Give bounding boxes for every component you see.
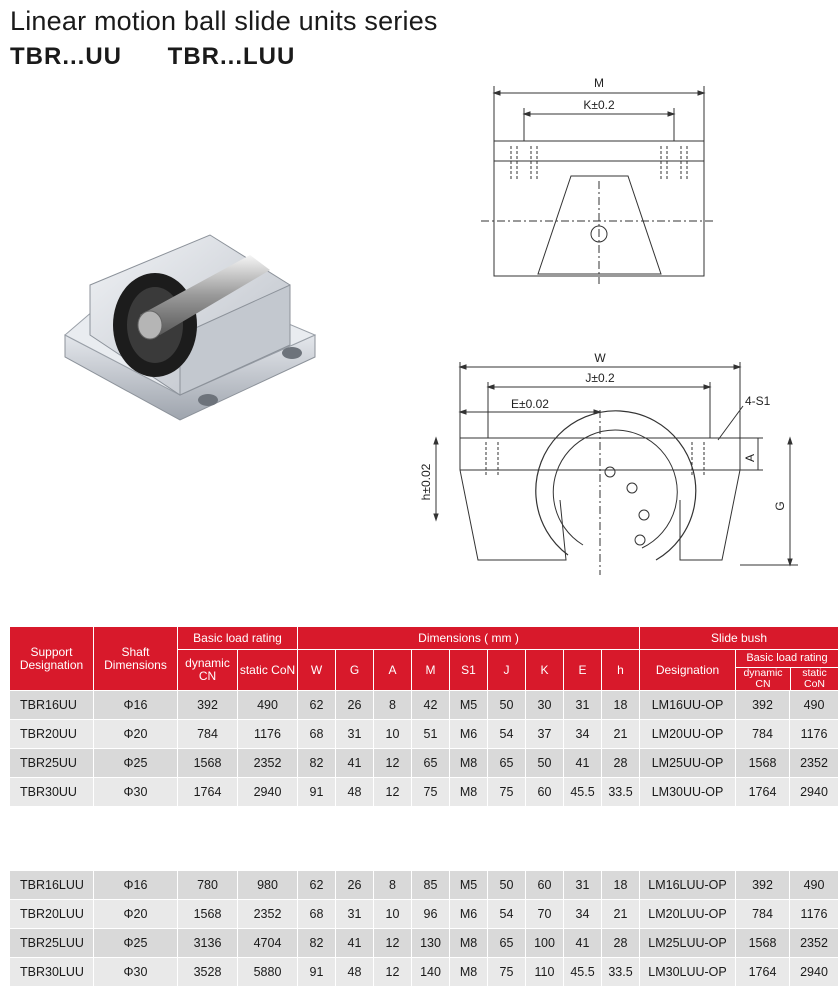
spec-table-uu — [9, 626, 839, 807]
table-cell: TBR16LUU — [10, 871, 94, 900]
table-cell: 70 — [526, 900, 564, 929]
label-j: J±0.2 — [585, 371, 615, 385]
table-cell: 34 — [564, 720, 602, 749]
table-cell: 1764 — [736, 958, 790, 987]
table-cell: Φ16 — [94, 871, 178, 900]
header-dim-s1: S1 — [450, 650, 488, 691]
model-uu: TBR...UU — [10, 43, 122, 70]
table-row — [10, 929, 839, 958]
table-cell: 8 — [374, 871, 412, 900]
table-cell: 65 — [412, 749, 450, 778]
table-cell: 1568 — [736, 929, 790, 958]
table-row — [10, 749, 839, 778]
table-cell: 10 — [374, 720, 412, 749]
table-cell: 784 — [178, 720, 238, 749]
table-cell: 50 — [526, 749, 564, 778]
table-cell: 100 — [526, 929, 564, 958]
table-cell: 48 — [336, 958, 374, 987]
table-cell: 60 — [526, 778, 564, 807]
table-cell: 1764 — [178, 778, 238, 807]
header-dim-g: G — [336, 650, 374, 691]
table-cell: 62 — [298, 691, 336, 720]
header-dim-w: W — [298, 650, 336, 691]
table-cell: Φ20 — [94, 720, 178, 749]
label-s1: 4-S1 — [745, 394, 771, 408]
table-cell: Φ16 — [94, 691, 178, 720]
table-cell: 85 — [412, 871, 450, 900]
table-cell: TBR30LUU — [10, 958, 94, 987]
table-cell: 65 — [488, 749, 526, 778]
header-dim-h: h — [602, 650, 640, 691]
table-cell: TBR16UU — [10, 691, 94, 720]
table-cell: 26 — [336, 691, 374, 720]
table-cell: 75 — [412, 778, 450, 807]
model-subtitle — [10, 43, 295, 71]
table-cell: 3528 — [178, 958, 238, 987]
table-cell: 33.5 — [602, 778, 640, 807]
table-cell: 41 — [564, 749, 602, 778]
table-cell: TBR20UU — [10, 720, 94, 749]
table-cell: 26 — [336, 871, 374, 900]
table-cell: 2940 — [238, 778, 298, 807]
header-slide-bush: Slide bush — [640, 627, 839, 650]
table-cell: LM20UU-OP — [640, 720, 736, 749]
header-dim-j: J — [488, 650, 526, 691]
header-bush-dynamic: dynamic CN — [736, 668, 791, 690]
table-row — [10, 900, 839, 929]
table-cell: 65 — [488, 929, 526, 958]
table-cell: 392 — [736, 871, 790, 900]
table-cell: 1176 — [790, 900, 839, 929]
table-cell: 18 — [602, 871, 640, 900]
table-cell: 48 — [336, 778, 374, 807]
table-cell: Φ20 — [94, 900, 178, 929]
table-cell: 37 — [526, 720, 564, 749]
table-cell: 68 — [298, 900, 336, 929]
table-cell: TBR25UU — [10, 749, 94, 778]
table-cell: 12 — [374, 749, 412, 778]
table-cell: Φ25 — [94, 929, 178, 958]
table-cell: 28 — [602, 929, 640, 958]
table-cell: 110 — [526, 958, 564, 987]
table-cell: 12 — [374, 929, 412, 958]
table-cell: Φ25 — [94, 749, 178, 778]
table-cell: 1568 — [178, 900, 238, 929]
table-cell: 3136 — [178, 929, 238, 958]
table-cell: 490 — [790, 691, 839, 720]
table-row — [10, 958, 839, 987]
table-cell: 75 — [488, 778, 526, 807]
label-a: A — [743, 453, 757, 463]
table-cell: 50 — [488, 691, 526, 720]
label-k: K±0.2 — [583, 98, 615, 112]
table-row — [10, 871, 839, 900]
table-cell: 12 — [374, 958, 412, 987]
table-cell: 392 — [178, 691, 238, 720]
table-cell: 1568 — [736, 749, 790, 778]
table-cell: M8 — [450, 958, 488, 987]
page-title: Linear motion ball slide units series — [10, 6, 438, 36]
table-cell: 1176 — [238, 720, 298, 749]
table-cell: 490 — [790, 871, 839, 900]
table-cell: TBR25LUU — [10, 929, 94, 958]
header-dim-e: E — [564, 650, 602, 691]
table-cell: 21 — [602, 900, 640, 929]
label-h: h±0.02 — [419, 463, 433, 501]
table-cell: M8 — [450, 778, 488, 807]
product-photo — [60, 225, 330, 425]
table-cell: 75 — [488, 958, 526, 987]
header-bush-rating-group — [736, 650, 839, 691]
table-cell: 31 — [564, 691, 602, 720]
table-cell: 34 — [564, 900, 602, 929]
header-bush-load-rating: Basic load rating — [736, 650, 838, 668]
table-cell: 91 — [298, 778, 336, 807]
header-dynamic: dynamic CN — [178, 650, 238, 691]
table-cell: 2940 — [790, 778, 839, 807]
header-dimensions: Dimensions ( mm ) — [298, 627, 640, 650]
table-cell: M5 — [450, 691, 488, 720]
table-cell: 2940 — [790, 958, 839, 987]
header-static: static CoN — [238, 650, 298, 691]
table-cell: 2352 — [238, 900, 298, 929]
table-cell: 45.5 — [564, 958, 602, 987]
table-cell: 130 — [412, 929, 450, 958]
table-cell: 2352 — [790, 749, 839, 778]
table-cell: 50 — [488, 871, 526, 900]
table-cell: 8 — [374, 691, 412, 720]
table-cell: 12 — [374, 778, 412, 807]
table-cell: 30 — [526, 691, 564, 720]
table-cell: M5 — [450, 871, 488, 900]
table-cell: 31 — [336, 720, 374, 749]
table-cell: Φ30 — [94, 958, 178, 987]
table-cell: LM30LUU-OP — [640, 958, 736, 987]
table-cell: 33.5 — [602, 958, 640, 987]
table-cell: 31 — [564, 871, 602, 900]
front-view-drawing — [476, 66, 716, 286]
table-cell: 21 — [602, 720, 640, 749]
label-e: E±0.02 — [511, 397, 549, 411]
table-cell: 1764 — [736, 778, 790, 807]
table-cell: 51 — [412, 720, 450, 749]
table-cell: 784 — [736, 900, 790, 929]
table-cell: TBR20LUU — [10, 900, 94, 929]
table-cell: M6 — [450, 900, 488, 929]
header-dim-m: M — [412, 650, 450, 691]
table-cell: 41 — [564, 929, 602, 958]
header-basic-load-rating: Basic load rating — [178, 627, 298, 650]
label-w: W — [594, 351, 606, 365]
table-cell: 60 — [526, 871, 564, 900]
table-cell: M8 — [450, 929, 488, 958]
table-cell: 1568 — [178, 749, 238, 778]
table-cell: 4704 — [238, 929, 298, 958]
table-cell: 2352 — [238, 749, 298, 778]
table-cell: LM16UU-OP — [640, 691, 736, 720]
table-cell: LM16LUU-OP — [640, 871, 736, 900]
table-cell: 980 — [238, 871, 298, 900]
table-cell: 45.5 — [564, 778, 602, 807]
table-cell: M6 — [450, 720, 488, 749]
table-cell: 82 — [298, 749, 336, 778]
table-cell: TBR30UU — [10, 778, 94, 807]
table-cell: LM25UU-OP — [640, 749, 736, 778]
header-designation: Designation — [640, 650, 736, 691]
table-cell: 784 — [736, 720, 790, 749]
table-cell: 68 — [298, 720, 336, 749]
spec-table-luu — [9, 870, 839, 987]
header-dim-a: A — [374, 650, 412, 691]
label-g: G — [773, 501, 787, 511]
header-shaft-dimensions: Shaft Dimensions — [94, 627, 178, 691]
table-cell: 41 — [336, 929, 374, 958]
table-row — [10, 778, 839, 807]
table-cell: 18 — [602, 691, 640, 720]
model-luu: TBR...LUU — [167, 43, 296, 70]
table-cell: 54 — [488, 720, 526, 749]
table-cell: 2352 — [790, 929, 839, 958]
table-cell: 392 — [736, 691, 790, 720]
header-bush-static: static CoN — [802, 667, 827, 690]
label-m: M — [594, 76, 604, 90]
table-row — [10, 691, 839, 720]
table-cell: Φ30 — [94, 778, 178, 807]
table-cell: 62 — [298, 871, 336, 900]
table-cell: 28 — [602, 749, 640, 778]
table-cell: LM30UU-OP — [640, 778, 736, 807]
table-cell: 780 — [178, 871, 238, 900]
table-cell: LM20LUU-OP — [640, 900, 736, 929]
table-row — [10, 720, 839, 749]
table-cell: LM25LUU-OP — [640, 929, 736, 958]
side-view-drawing — [418, 350, 818, 580]
table-cell: 1176 — [790, 720, 839, 749]
header-support-designation: Support Designation — [10, 627, 94, 691]
table-cell: 490 — [238, 691, 298, 720]
table-cell: 82 — [298, 929, 336, 958]
table-cell: 96 — [412, 900, 450, 929]
table-cell: 54 — [488, 900, 526, 929]
table-cell: 10 — [374, 900, 412, 929]
header-dim-k: K — [526, 650, 564, 691]
table-cell: 42 — [412, 691, 450, 720]
table-cell: M8 — [450, 749, 488, 778]
table-cell: 91 — [298, 958, 336, 987]
table-cell: 41 — [336, 749, 374, 778]
table-cell: 140 — [412, 958, 450, 987]
table-cell: 5880 — [238, 958, 298, 987]
table-cell: 31 — [336, 900, 374, 929]
